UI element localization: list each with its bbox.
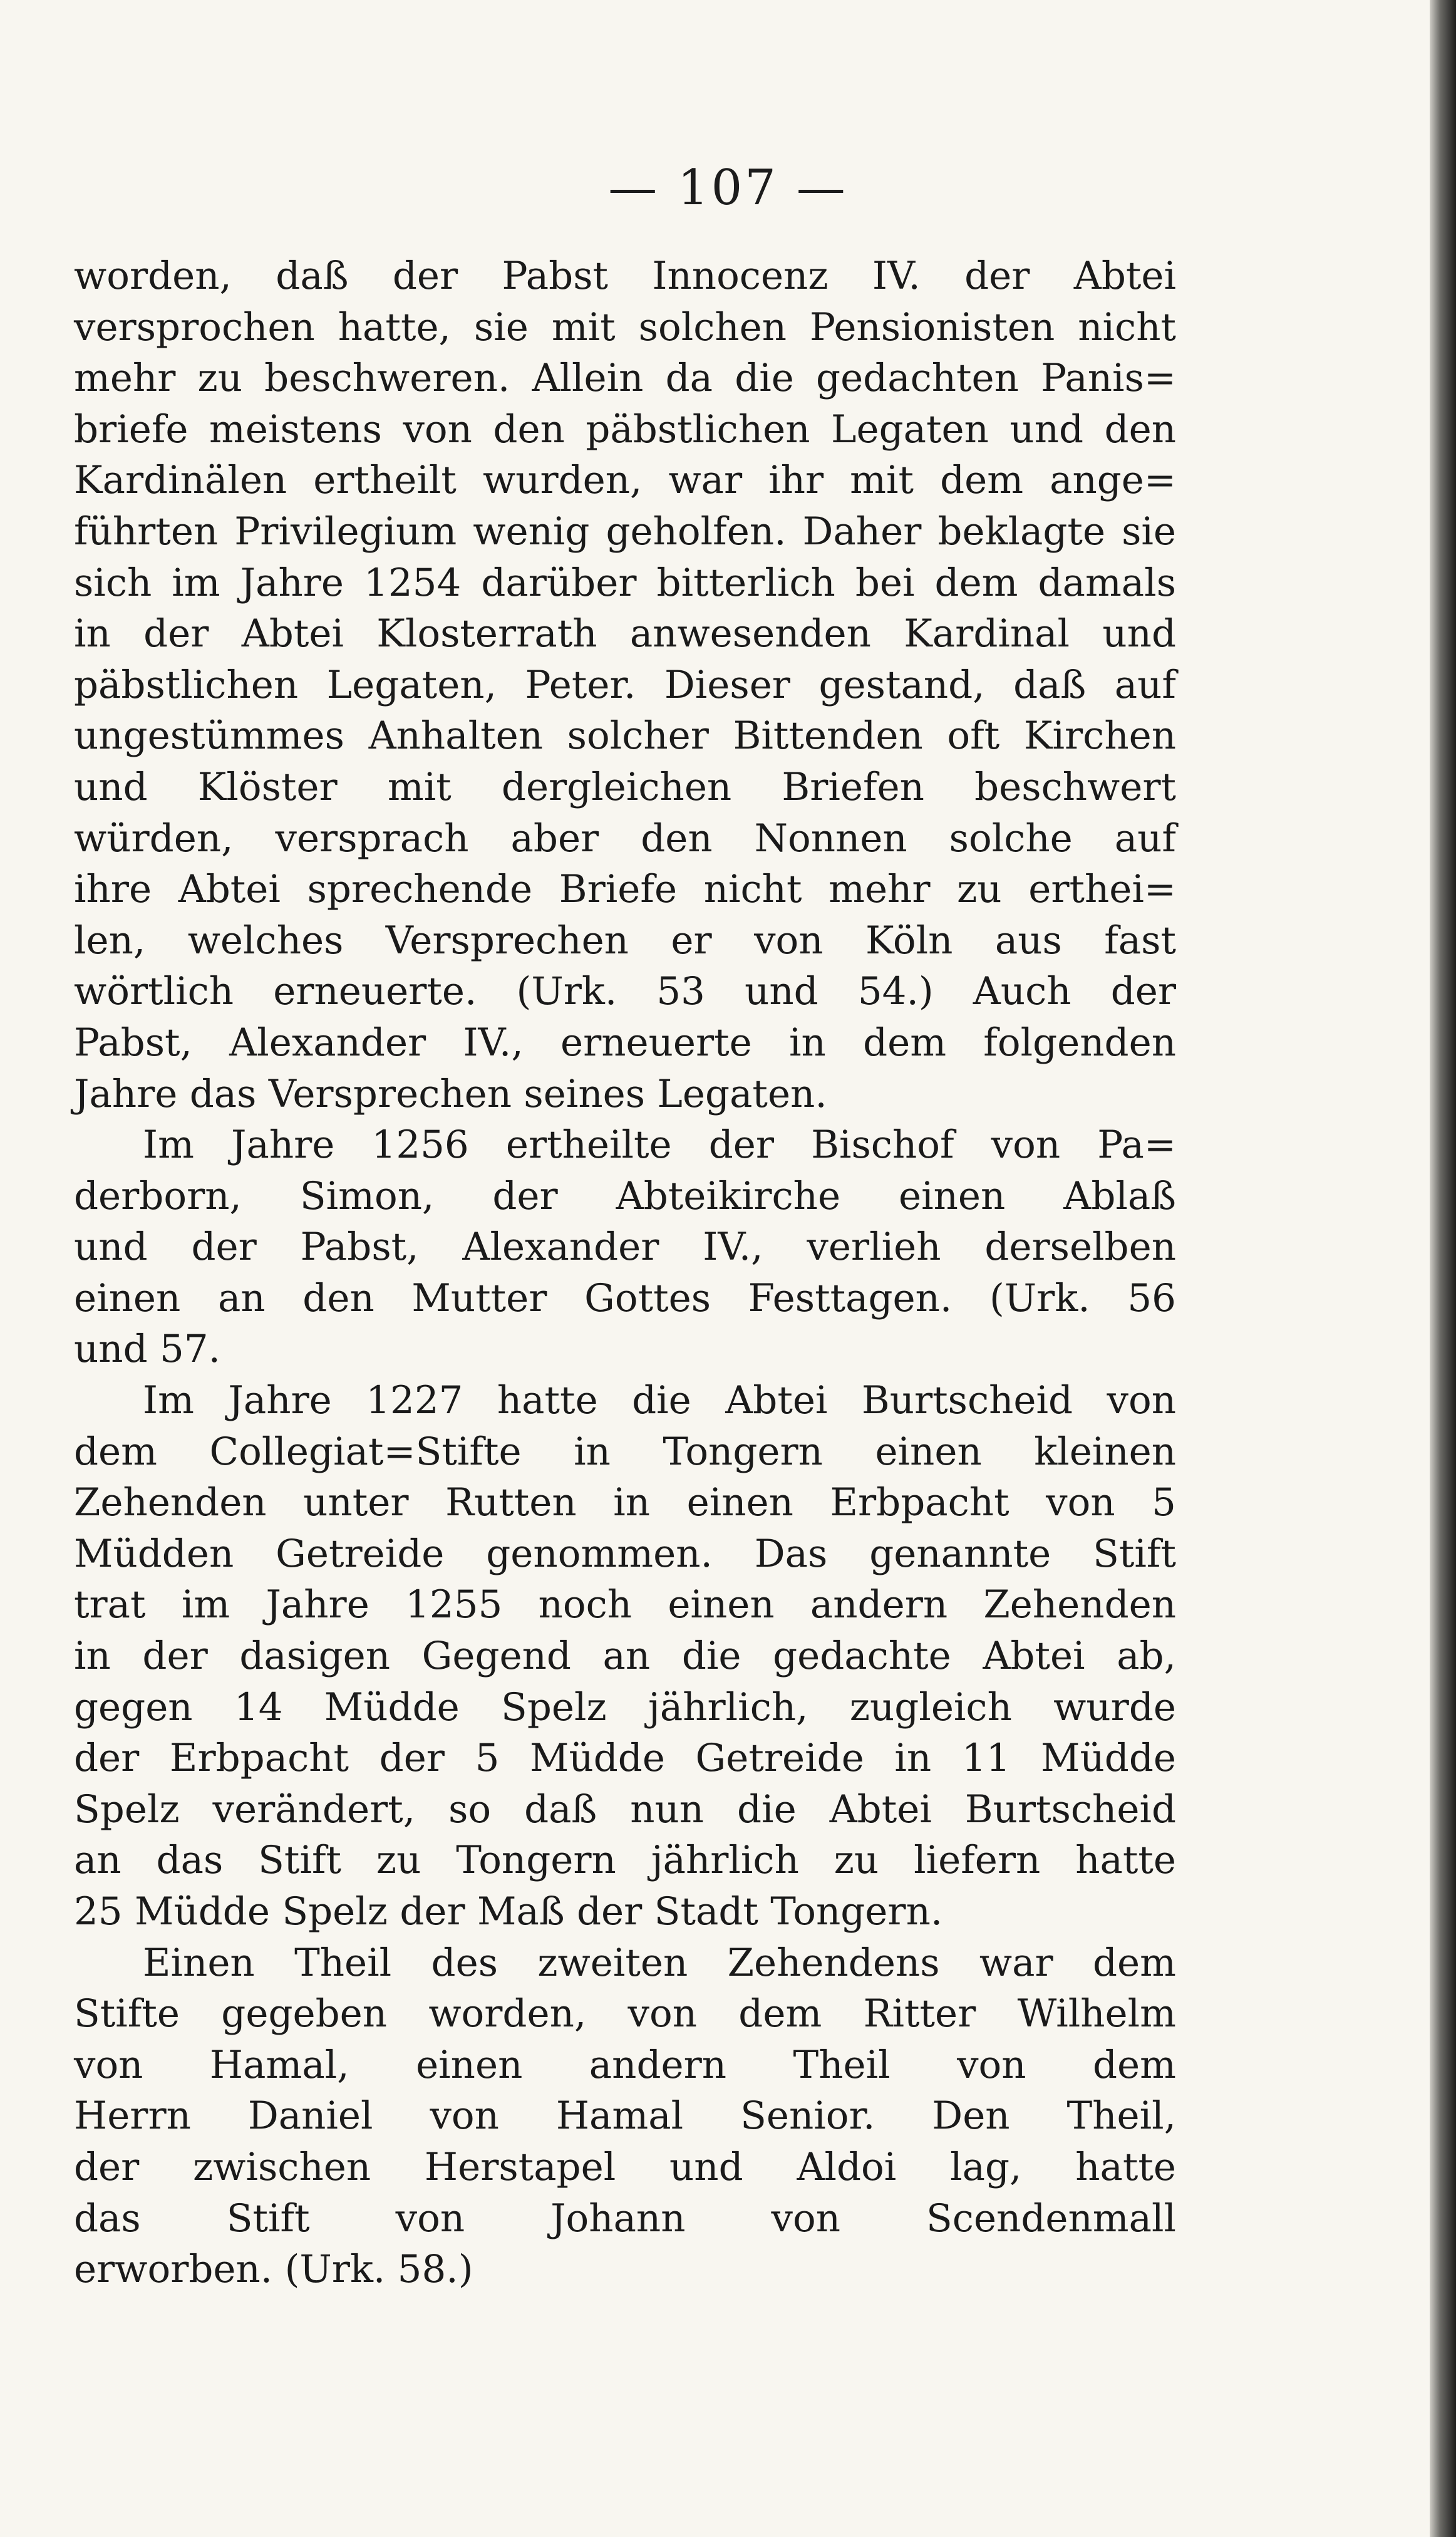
paragraph-3 [74, 1375, 1176, 1938]
text-line: Kardinälen ertheilt wurden, war ihr mit dem ange= [74, 458, 1176, 503]
text-line: derborn, Simon, der Abteikirche einen Ablaß [74, 1173, 1176, 1218]
text-line: briefe meistens von den päbstlichen Legaten und den [74, 407, 1176, 452]
text-line: päbstlichen Legaten, Peter. Dieser gestand, daß auf [74, 662, 1176, 707]
text-line: Pabst, Alexander IV., erneuerte in dem folgenden [74, 1020, 1176, 1065]
text-line: und der Pabst, Alexander IV., verlieh derselben [74, 1225, 1176, 1270]
text-line: Jahre das Versprechen seines Legaten. [74, 1071, 827, 1116]
text-line: Zehenden unter Rutten in einen Erbpacht von 5 [74, 1480, 1176, 1525]
text-line: Einen Theil des zweiten Zehendens war dem [143, 1940, 1176, 1985]
page-number: — 107 — [608, 160, 848, 216]
paragraph-4 [74, 1938, 1176, 2295]
text-line: 25 Müdde Spelz der Maß der Stadt Tongern. [74, 1889, 943, 1934]
text-line: sich im Jahre 1254 darüber bitterlich bei dem damals [74, 560, 1176, 605]
text-line: von Hamal, einen andern Theil von dem [74, 2042, 1176, 2087]
text-line: Müdden Getreide genommen. Das genannte Stift [74, 1531, 1176, 1576]
text-line: in der Abtei Klosterrath anwesenden Kardinal und [74, 611, 1176, 656]
text-line: worden, daß der Pabst Innocenz IV. der Abtei [74, 254, 1176, 298]
text-line: ihre Abtei sprechende Briefe nicht mehr zu erthei= [74, 867, 1176, 912]
text-line: mehr zu beschweren. Allein da die gedachten Panis= [74, 356, 1176, 401]
paragraph-2 [74, 1119, 1176, 1375]
text-line: ungestümmes Anhalten solcher Bittenden oft Kirchen [74, 713, 1176, 759]
text-line: versprochen hatte, sie mit solchen Pensionisten nicht [74, 304, 1176, 350]
text-line: an das Stift zu Tongern jährlich zu liefern hatte [74, 1838, 1176, 1883]
text-line: würden, versprach aber den Nonnen solche auf [74, 816, 1176, 861]
text-line: len, welches Versprechen er von Köln aus fast [74, 918, 1176, 963]
text-line: führten Privilegium wenig geholfen. Daher beklagte sie [74, 509, 1176, 554]
text-line: gegen 14 Müdde Spelz jährlich, zugleich wurde [74, 1684, 1176, 1730]
paragraph-1 [74, 251, 1176, 1119]
text-line: trat im Jahre 1255 noch einen andern Zehenden [74, 1582, 1176, 1627]
text-line: und Klöster mit dergleichen Briefen beschwert [74, 764, 1176, 809]
text-line: Herrn Daniel von Hamal Senior. Den Theil, [74, 2093, 1176, 2139]
text-line: wörtlich erneuerte. (Urk. 53 und 54.) Auch der [74, 969, 1176, 1014]
text-line: dem Collegiat=Stifte in Tongern einen kleinen [74, 1429, 1176, 1474]
page-edge-shadow [1430, 0, 1456, 2537]
text-line: Spelz verändert, so daß nun die Abtei Burtscheid [74, 1787, 1176, 1832]
text-line: der Erbpacht der 5 Müdde Getreide in 11 Müdde [74, 1736, 1176, 1781]
text-line: in der dasigen Gegend an die gedachte Abtei ab, [74, 1634, 1176, 1679]
text-line: und 57. [74, 1327, 221, 1372]
text-line: erworben. (Urk. 58.) [74, 2247, 473, 2292]
text-line: Im Jahre 1227 hatte die Abtei Burtscheid von [143, 1378, 1176, 1423]
text-line: das Stift von Johann von Scendenmall [74, 2196, 1176, 2241]
text-line: Stifte gegeben worden, von dem Ritter Wilhelm [74, 1991, 1176, 2036]
text-line: Im Jahre 1256 ertheilte der Bischof von Pa= [143, 1123, 1176, 1168]
text-line: einen an den Mutter Gottes Festtagen. (Urk. 56 [74, 1275, 1176, 1320]
text-line: der zwischen Herstapel und Aldoi lag, hatte [74, 2144, 1176, 2189]
body-text [74, 251, 1176, 2295]
